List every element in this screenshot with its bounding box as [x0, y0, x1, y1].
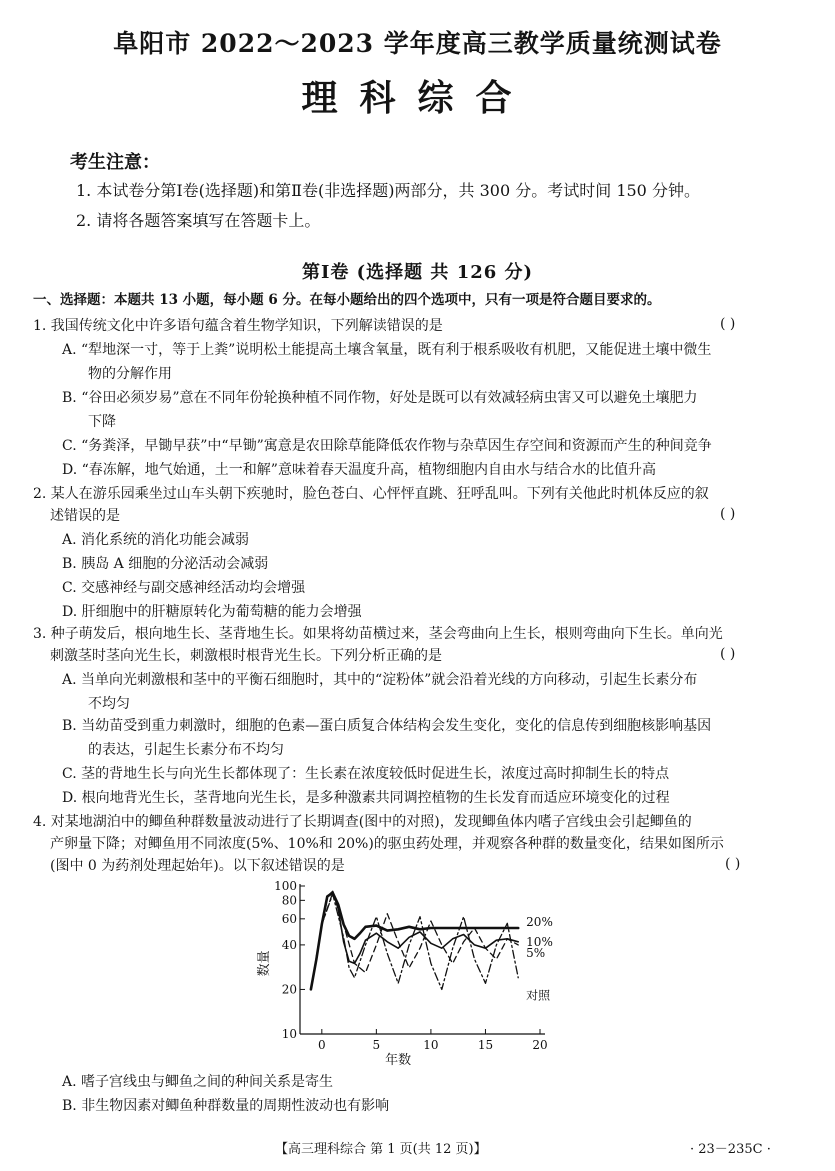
answer-paren: ( ) [720, 646, 736, 662]
question-4-option-a: A. 嗜子宫线虫与鲫鱼之间的种间关系是寄生 [62, 1074, 334, 1090]
population-chart [240, 872, 580, 1068]
answer-paren: ( ) [720, 316, 736, 332]
exam-title: 阜阳市 2022～2023 学年度高三教学质量统测试卷 [113, 29, 722, 58]
question-1-option-b-cont: 下降 [88, 414, 116, 430]
paper-code: · 23－235C · [690, 1142, 771, 1157]
section-heading: 第Ⅰ卷 (选择题 共 126 分) [301, 262, 534, 283]
question-1-option-d: D. “春冻解，地气始通，土一和解”意味着春天温度升高，植物细胞内自由水与结合水的比值升高 [62, 462, 656, 478]
question-4-stem-cont: (图中 0 为药剂处理起始年)。以下叙述错误的是 [50, 858, 345, 874]
x-tick-label: 15 [477, 1038, 494, 1052]
question-2-option-c: C. 交感神经与副交感神经活动均会增强 [62, 580, 306, 596]
question-2-option-b: B. 胰岛 A 细胞的分泌活动会减弱 [62, 556, 269, 572]
x-tick-label: 20 [532, 1038, 548, 1052]
section-instruction: 一、选择题：本题共 13 小题，每小题 6 分。在每小题给出的四个选项中，只有一项是符合题目要求的。 [33, 292, 661, 308]
question-1-option-b: B. “谷田必须岁易”意在不同年份轮换种植不同作物，好处是既可以有效减轻病虫害又可以避免土壤肥力 [62, 390, 698, 406]
answer-paren: ( ) [725, 856, 741, 872]
question-1-option-a: A. “犁地深一寸，等于上粪”说明松土能提高土壤含氧量，既有利于根系吸收有机肥，又能促进土壤中微生 [62, 342, 712, 358]
question-2-stem-cont: 述错误的是 [50, 508, 120, 524]
answer-paren: ( ) [720, 506, 736, 522]
exam-subject: 理科综合 [301, 77, 534, 119]
question-2-stem: 2. 某人在游乐园乘坐过山车头朝下疾驰时，脸色苍白、心怦怦直跳、狂呼乱叫。下列有关他此时机体反应的叙 [33, 486, 709, 502]
series-label: 20% [526, 915, 553, 930]
series-label: 5% [526, 945, 546, 960]
question-3-option-a-cont: 不均匀 [88, 696, 130, 712]
question-4-option-b: B. 非生物因素对鲫鱼种群数量的周期性波动也有影响 [62, 1098, 390, 1114]
population-chart-svg [240, 872, 580, 1068]
page-footer: 【高三理科综合 第 1 页(共 12 页)】 [275, 1142, 487, 1157]
y-tick-label: 10 [281, 1027, 297, 1041]
question-3-option-b: B. 当幼苗受到重力刺激时，细胞的色素—蛋白质复合体结构会发生变化，变化的信息传到细胞核影响基因 [62, 718, 712, 734]
series-line-3 [311, 893, 518, 990]
question-3-stem: 3. 种子萌发后，根向地生长、茎背地生长。如果将幼苗横过来，茎会弯曲向上生长，根则弯曲向下生长。单向光 [33, 626, 723, 642]
question-2-option-d: D. 肝细胞中的肝糖原转化为葡萄糖的能力会增强 [62, 604, 362, 620]
y-tick-label: 80 [281, 893, 297, 908]
question-3-option-a: A. 当单向光刺激根和茎中的平衡石细胞时，其中的“淀粉体”就会沿着光线的方向移动，引起生长素分布 [62, 672, 698, 688]
x-axis-label: 年数 [385, 1053, 412, 1068]
y-axis-label: 数量 [257, 950, 272, 977]
notice-item: 2. 请将各题答案填写在答题卡上。 [76, 211, 321, 230]
question-1-option-c: C. “务粪泽，早锄早获”中“早锄”寓意是农田除草能降低农作物与杂草因生存空间和资源而产生的种间竞争 [62, 438, 712, 454]
question-3-option-b-cont: 的表达，引起生长素分布不均匀 [88, 742, 284, 758]
question-4-stem-cont: 产卵量下降；对鲫鱼用不同浓度(5%、10%和 20%)的驱虫药处理，并观察各种群的数量变化，结果如图所示 [50, 836, 724, 852]
series-line-4 [311, 894, 518, 989]
question-3-option-c: C. 茎的背地生长与向光生长都体现了：生长素在浓度较低时促进生长，浓度过高时抑制生长的特点 [62, 766, 670, 782]
x-tick-label: 5 [372, 1038, 381, 1052]
y-tick-label: 40 [281, 937, 297, 952]
y-tick-label: 100 [274, 879, 297, 893]
y-tick-label: 20 [281, 982, 297, 997]
series-label: 对照 [526, 988, 551, 1003]
notice-heading: 考生注意： [70, 152, 160, 173]
series-label: 10% [526, 934, 553, 949]
x-tick-label: 10 [423, 1038, 439, 1052]
question-1-option-a-cont: 物的分解作用 [88, 366, 172, 382]
question-3-option-d: D. 根向地背光生长，茎背地向光生长，是多种激素共同调控植物的生长发育而适应环境变化的过程 [62, 790, 670, 806]
question-4-stem: 4. 对某地湖泊中的鲫鱼种群数量波动进行了长期调查(图中的对照)，发现鲫鱼体内嗜子宫线虫会引起鲫鱼的 [33, 814, 692, 830]
question-3-stem-cont: 刺激茎时茎向光生长，刺激根时根背光生长。下列分析正确的是 [50, 648, 442, 664]
question-1-stem: 1. 我国传统文化中许多语句蕴含着生物学知识，下列解读错误的是 [33, 318, 443, 334]
x-tick-label: 0 [317, 1038, 326, 1052]
series-line-1 [311, 893, 518, 990]
notice-item: 1. 本试卷分第Ⅰ卷(选择题)和第Ⅱ卷(非选择题)两部分，共 300 分。考试时间 150 分钟。 [76, 181, 700, 200]
series-line-2 [311, 891, 518, 989]
question-2-option-a: A. 消化系统的消化功能会减弱 [62, 532, 250, 548]
y-tick-label: 60 [281, 911, 297, 926]
